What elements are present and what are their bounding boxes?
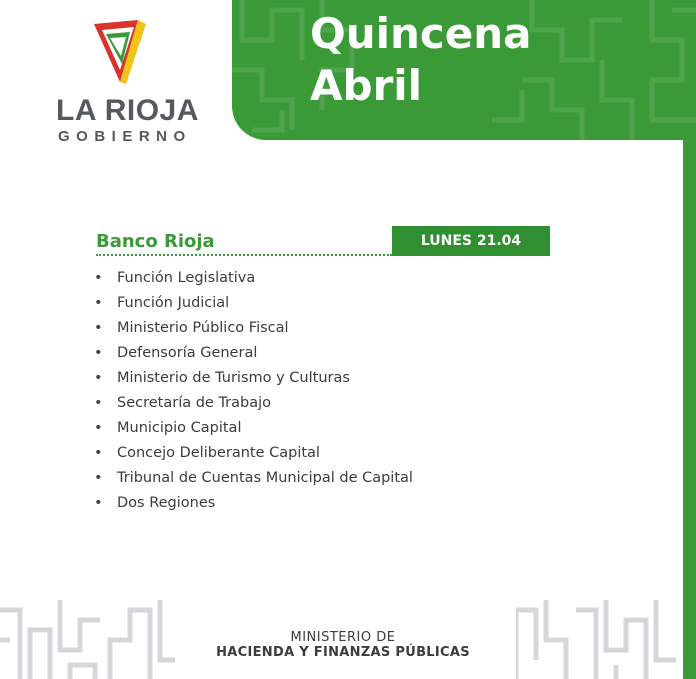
bullet-icon: • [94, 270, 103, 286]
bank-heading: Banco Rioja [96, 231, 215, 252]
list-item [94, 416, 413, 441]
list-item-label: Ministerio Público Fiscal [117, 320, 289, 336]
page-title-line2: Abril [310, 61, 423, 110]
list-item-label: Función Judicial [117, 295, 230, 311]
list-item [94, 391, 413, 416]
list-item [94, 466, 413, 491]
logo-title: LA RIOJA [56, 94, 199, 127]
bullet-icon: • [94, 495, 103, 511]
bullet-icon: • [94, 345, 103, 361]
list-item-label: Municipio Capital [117, 420, 242, 436]
list-item [94, 366, 413, 391]
entity-list [94, 266, 413, 516]
la-rioja-logo [56, 18, 206, 143]
la-rioja-emblem-icon [90, 18, 152, 86]
list-item [94, 291, 413, 316]
list-item-label: Concejo Deliberante Capital [117, 445, 320, 461]
list-item [94, 441, 413, 466]
bullet-icon: • [94, 445, 103, 461]
footer-maze-pattern-right [516, 600, 683, 679]
bullet-icon: • [94, 320, 103, 336]
bullet-icon: • [94, 370, 103, 386]
header-banner [232, 0, 696, 140]
list-item-label: Secretaría de Trabajo [117, 395, 272, 411]
list-item [94, 316, 413, 341]
list-item-label: Defensoría General [117, 345, 258, 361]
bullet-icon: • [94, 295, 103, 311]
list-item-label: Tribunal de Cuentas Municipal de Capital [117, 470, 413, 486]
list-item [94, 341, 413, 366]
bullet-icon: • [94, 395, 103, 411]
ministry-footer [204, 630, 482, 661]
bullet-icon: • [94, 420, 103, 436]
list-item-label: Dos Regiones [117, 495, 216, 511]
logo-subtitle: GOBIERNO [58, 128, 192, 145]
list-item-label: Función Legislativa [117, 270, 256, 286]
dotted-divider [96, 254, 392, 256]
bullet-icon: • [94, 470, 103, 486]
list-item-label: Ministerio de Turismo y Culturas [117, 370, 350, 386]
date-badge: LUNES 21.04 [392, 226, 550, 256]
ministry-line1: MINISTERIO DE [290, 630, 396, 645]
list-item [94, 266, 413, 291]
ministry-line2: HACIENDA Y FINANZAS PÚBLICAS [216, 645, 470, 660]
page-title [310, 8, 532, 112]
footer-maze-pattern-left [0, 600, 175, 679]
list-item [94, 491, 413, 516]
right-green-strip [683, 140, 696, 679]
page-title-line1: Quincena [310, 9, 532, 58]
